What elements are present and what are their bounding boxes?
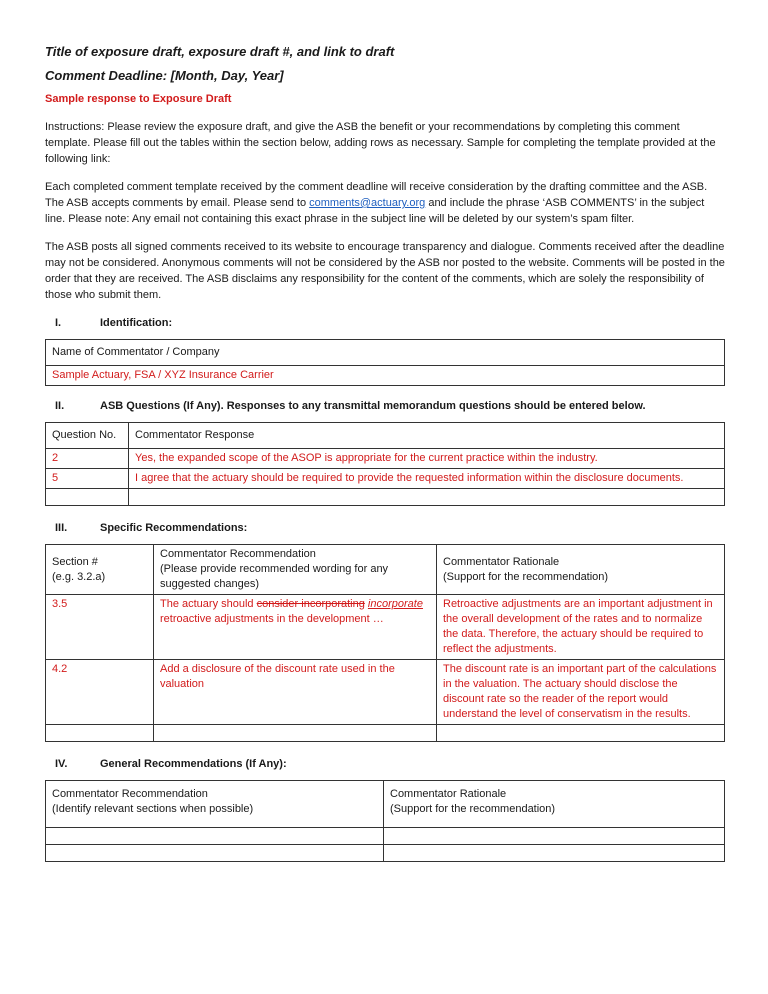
empty-cell[interactable] <box>437 725 725 742</box>
empty-cell[interactable] <box>46 489 129 506</box>
instructions-paragraph: Instructions: Please review the exposure draft, and give the ASB the benefit or your recommendations by completing this comment template. Please fill out the tables within the section below, adding rows as necessary. Sample for completing the template provided at the following link: <box>45 121 716 165</box>
table-row <box>46 449 725 469</box>
section-number: II. <box>55 400 65 412</box>
section-title: Specific Recommendations: <box>100 522 248 534</box>
section-number: III. <box>55 522 68 534</box>
submission-text-after: and include the phrase ‘ASB COMMENTS’ in the subject line. Please note: Any email not containing this exact phrase in the subject line will be deleted by our system’s spam filter. <box>45 197 705 225</box>
identification-table <box>45 339 725 386</box>
section-heading-identification <box>45 317 725 329</box>
recommendation-text: The actuary should <box>160 598 257 610</box>
response-cell[interactable]: Yes, the expanded scope of the ASOP is appropriate for the current practice within the industry. <box>129 449 725 469</box>
table-row <box>46 489 725 506</box>
table-header-cell: Question No. <box>46 423 129 449</box>
table-header-cell: Commentator Recommendation (Identify relevant sections when possible) <box>46 781 384 828</box>
general-recommendations-table <box>45 780 725 862</box>
section-number-cell[interactable]: 4.2 <box>46 660 154 725</box>
section-number: IV. <box>55 758 68 770</box>
table-row <box>46 828 725 845</box>
document-page <box>45 44 725 862</box>
table-row <box>46 595 725 660</box>
policy-paragraph: The ASB posts all signed comments received to its website to encourage transparency and dialogue. Comments received after the deadline may not be considered. Anonymous comments will not be considered by the ASB nor posted to the website. Comments will be posted in the order that they are received. The ASB disclaims any responsibility for the content of the comments, which are solely the responsibility of those who submit them. <box>45 241 725 301</box>
table-header-cell <box>46 545 154 595</box>
recommendation-cell[interactable] <box>154 595 437 660</box>
section-heading-specific-recommendations <box>45 522 725 534</box>
submission-text-before: Each completed comment template received by the comment deadline will receive consideration by the drafting committee and the ASB. The ASB accepts comments by email. Please send to <box>45 181 708 209</box>
rationale-cell[interactable]: Retroactive adjustments are an important adjustment in the overall development of the rates and to normalize the data. Therefore, the actuary should be required to reflect the adjustments. <box>437 595 725 660</box>
empty-cell[interactable] <box>46 828 384 845</box>
empty-cell[interactable] <box>384 828 725 845</box>
response-cell[interactable]: I agree that the actuary should be required to provide the requested information within the disclosure documents. <box>129 469 725 489</box>
table-header-cell: Commentator Rationale (Support for the recommendation) <box>437 545 725 595</box>
section-number: I. <box>55 317 62 329</box>
commentator-name-cell[interactable]: Sample Actuary, FSA / XYZ Insurance Carrier <box>46 366 725 386</box>
table-header-cell: Commentator Recommendation (Please provide recommended wording for any suggested changes) <box>154 545 437 595</box>
empty-cell[interactable] <box>154 725 437 742</box>
submission-paragraph <box>45 179 725 227</box>
table-header-cell: Name of Commentator / Company <box>46 340 725 366</box>
empty-cell[interactable] <box>129 489 725 506</box>
specific-recommendations-table <box>45 544 725 742</box>
section-col-header: Section # <box>52 555 98 568</box>
section-heading-general-recommendations <box>45 758 725 770</box>
table-header-cell: Commentator Rationale (Support for the recommendation) <box>384 781 725 828</box>
table-row <box>46 469 725 489</box>
comment-deadline: Comment Deadline: [Month, Day, Year] <box>45 68 284 83</box>
question-number-cell[interactable]: 2 <box>46 449 129 469</box>
sample-label: Sample response to Exposure Draft <box>45 93 232 105</box>
table-row <box>46 845 725 862</box>
empty-cell[interactable] <box>46 845 384 862</box>
section-heading-asb-questions <box>45 400 725 412</box>
inserted-text: incorporate <box>367 598 423 610</box>
email-link[interactable]: comments@actuary.org <box>309 197 426 209</box>
section-col-example: (e.g. 3.2.a) <box>52 570 106 583</box>
deleted-text: consider incorporating <box>256 598 365 610</box>
rationale-cell[interactable]: The discount rate is an important part of the calculations in the valuation. The actuary should disclose the discount rate so the reader of the report would understand the level of conservatism in the results. <box>437 660 725 725</box>
section-title: General Recommendations (If Any): <box>100 758 287 770</box>
table-row <box>46 660 725 725</box>
table-row <box>46 725 725 742</box>
section-title: ASB Questions (If Any). Responses to any transmittal memorandum questions should be entered below. <box>100 400 646 412</box>
document-title: Title of exposure draft, exposure draft #, and link to draft <box>45 44 395 59</box>
section-number-cell[interactable]: 3.5 <box>46 595 154 660</box>
table-header-cell: Commentator Response <box>129 423 725 449</box>
question-number-cell[interactable]: 5 <box>46 469 129 489</box>
section-title: Identification: <box>100 317 173 329</box>
empty-cell[interactable] <box>384 845 725 862</box>
recommendation-cell[interactable]: Add a disclosure of the discount rate used in the valuation <box>154 660 437 725</box>
asb-questions-table <box>45 422 725 506</box>
recommendation-text: retroactive adjustments in the development … <box>160 613 384 625</box>
empty-cell[interactable] <box>46 725 154 742</box>
